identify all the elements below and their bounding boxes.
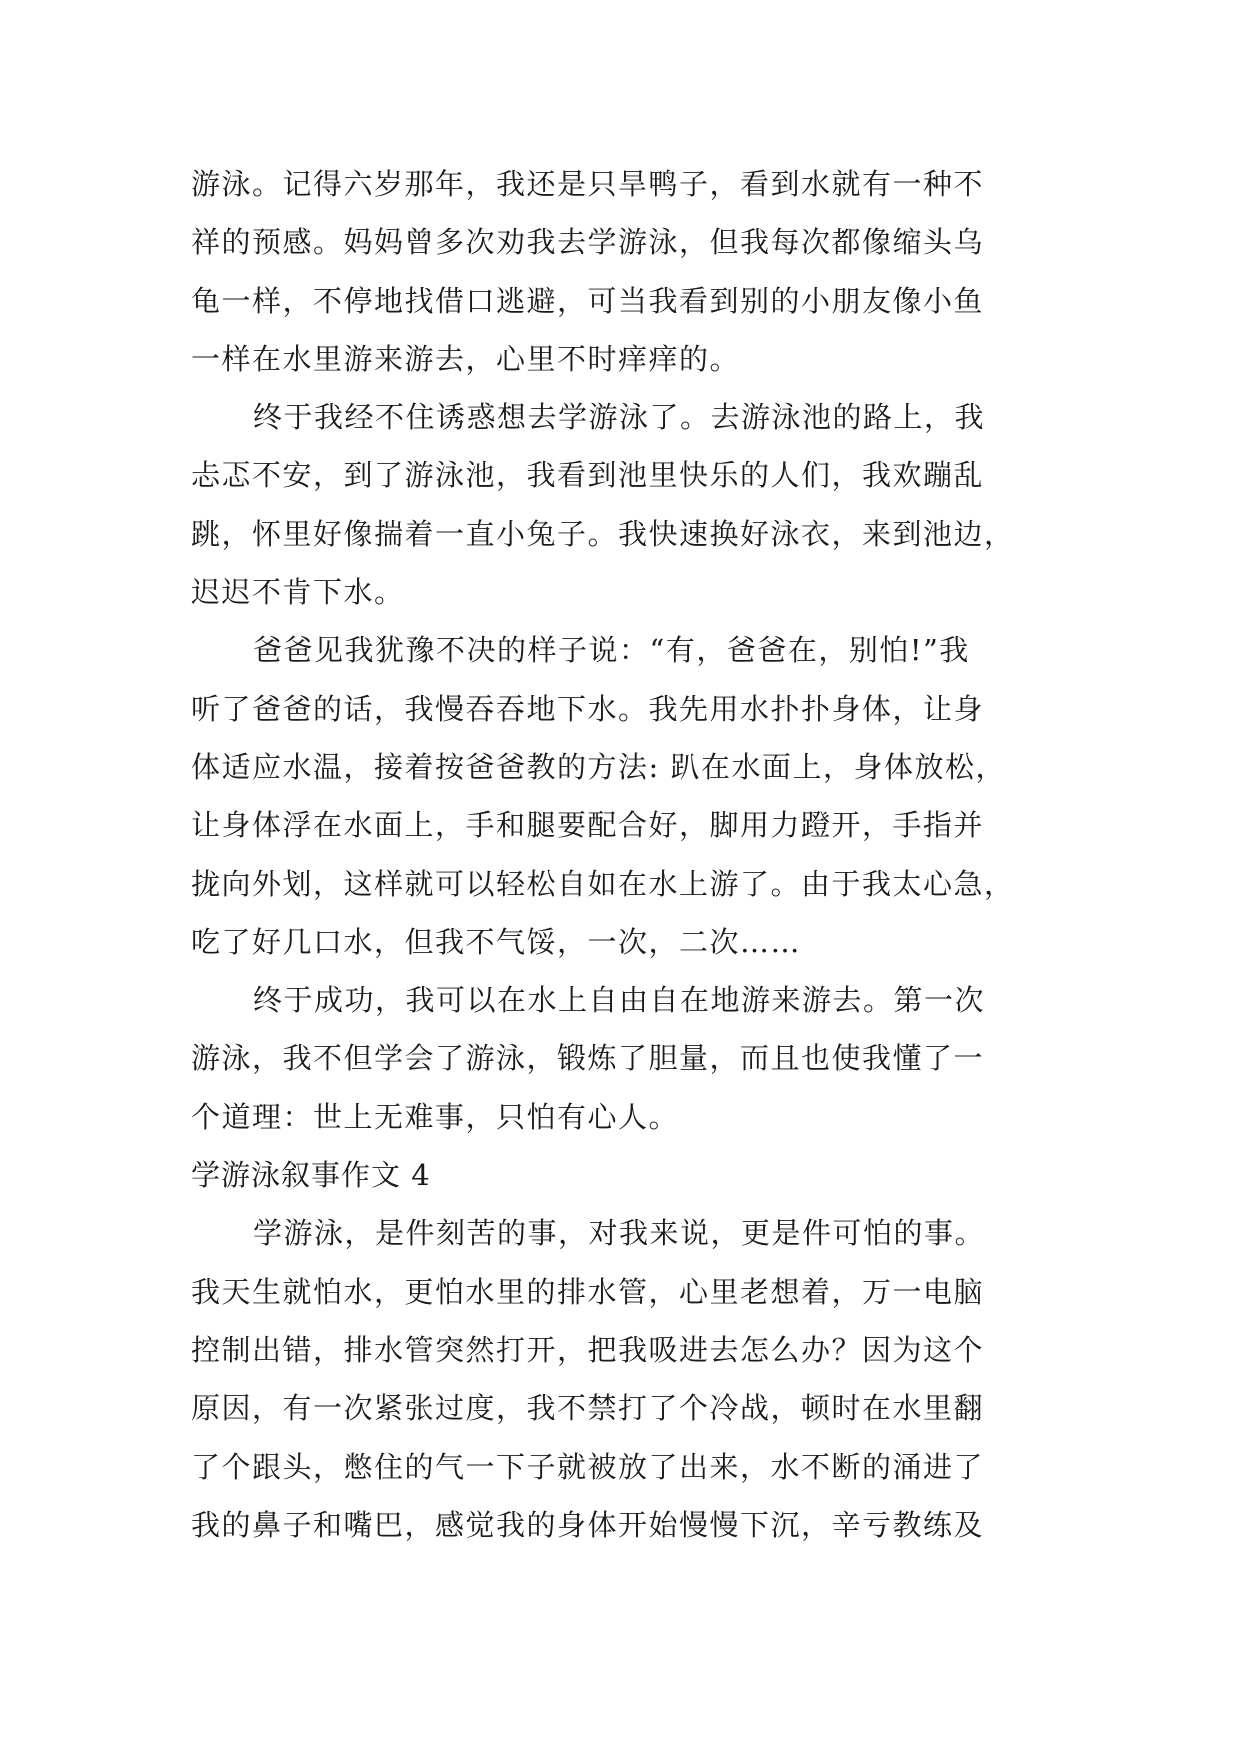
text-line: 迟迟不肯下水。: [191, 575, 405, 610]
text-line: 拢向外划，这样就可以轻松自如在水上游了。由于我太心急，: [191, 866, 1015, 901]
text-line: 学游泳，是件刻苦的事，对我来说，更是件可怕的事。: [253, 1216, 986, 1251]
text-line: 听了爸爸的话，我慢吞吞地下水。我先用水扑扑身体，让身: [191, 691, 985, 726]
text-line: 跳，怀里好像揣着一直小兔子。我快速换好泳衣，来到池边，: [191, 516, 1015, 551]
text-line: 让身体浮在水面上，手和腿要配合好，脚用力蹬开，手指并: [191, 808, 985, 843]
text-line: 游泳，我不但学会了游泳，锻炼了胆量，而且也使我懂了一: [191, 1041, 985, 1076]
text-line: 我的鼻子和嘴巴，感觉我的身体开始慢慢下沉，辛亏教练及: [191, 1507, 985, 1542]
text-line: 游泳。记得六岁那年，我还是只旱鸭子，看到水就有一种不: [191, 167, 985, 201]
section-heading: 学游泳叙事作文 4: [191, 1158, 431, 1193]
text-line: 终于成功，我可以在水上自由自在地游来游去。第一次: [253, 983, 986, 1018]
text-line: 了个跟头，憋住的气一下子就被放了出来，水不断的涌进了: [191, 1449, 985, 1484]
text-line: 吃了好几口水，但我不气馁，一次，二次……: [191, 924, 802, 959]
text-line: 我天生就怕水，更怕水里的排水管，心里老想着，万一电脑: [191, 1274, 985, 1309]
text-line: 一样在水里游来游去，心里不时痒痒的。: [191, 341, 741, 376]
document-body: [191, 155, 1061, 1554]
text-line: 爸爸见我犹豫不决的样子说：“有，爸爸在，别怕!”我: [253, 633, 970, 668]
text-line: 龟一样，不停地找借口逃避，可当我看到别的小朋友像小鱼: [191, 283, 985, 318]
text-line: 原因，有一次紧张过度，我不禁打了个冷战，顿时在水里翻: [191, 1391, 985, 1426]
text-line: 祥的预感。妈妈曾多次劝我去学游泳，但我每次都像缩头乌: [191, 225, 985, 260]
text-line: 个道理：世上无难事，只怕有心人。: [191, 1099, 680, 1134]
text-line: 控制出错，排水管突然打开，把我吸进去怎么办？因为这个: [191, 1332, 985, 1367]
text-line: 终于我经不住诱惑想去学游泳了。去游泳池的路上，我: [253, 400, 986, 435]
text-line: 体适应水温，接着按爸爸教的方法: 趴在水面上，身体放松，: [191, 749, 1006, 784]
text-line: 忐忑不安，到了游泳池，我看到池里快乐的人们，我欢蹦乱: [191, 458, 985, 493]
